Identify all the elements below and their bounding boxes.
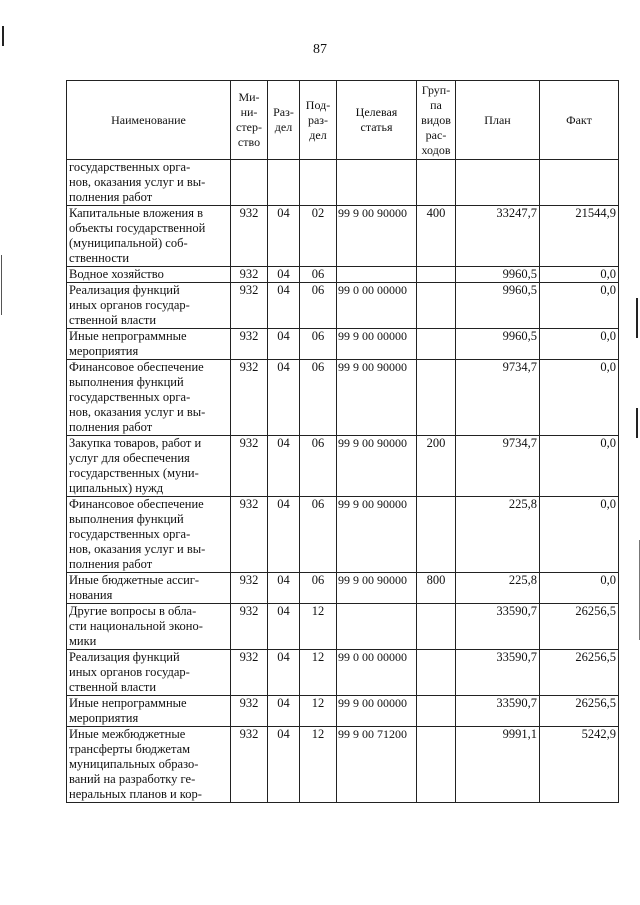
cell-subsection: 06 bbox=[300, 573, 337, 604]
cell-subsection: 06 bbox=[300, 497, 337, 573]
cell-fact bbox=[540, 160, 619, 206]
cell-fact: 0,0 bbox=[540, 360, 619, 436]
cell-plan: 33590,7 bbox=[456, 604, 540, 650]
cell-name: Финансовое обеспечение выполнения функций государственных орга- нов, оказания услуг и вы- полнения работ bbox=[67, 360, 231, 436]
cell-target: 99 9 00 00000 bbox=[337, 696, 417, 727]
cell-name: Другие вопросы в обла- сти национальной эконо- мики bbox=[67, 604, 231, 650]
header-fact: Факт bbox=[540, 81, 619, 160]
cell-target: 99 0 00 00000 bbox=[337, 650, 417, 696]
cell-group bbox=[417, 360, 456, 436]
table-row bbox=[67, 436, 619, 497]
header-section: Раз- дел bbox=[268, 81, 300, 160]
cell-ministry: 932 bbox=[231, 696, 268, 727]
cell-plan: 33590,7 bbox=[456, 650, 540, 696]
cell-ministry: 932 bbox=[231, 650, 268, 696]
cell-target bbox=[337, 604, 417, 650]
cell-fact: 26256,5 bbox=[540, 696, 619, 727]
cell-plan: 9960,5 bbox=[456, 283, 540, 329]
header-group: Груп- па видов рас- ходов bbox=[417, 81, 456, 160]
header-name: Наименование bbox=[67, 81, 231, 160]
cell-plan: 33590,7 bbox=[456, 696, 540, 727]
cell-name: Реализация функций иных органов государ- ственной власти bbox=[67, 650, 231, 696]
cell-name: государственных орга- нов, оказания услуг и вы- полнения работ bbox=[67, 160, 231, 206]
cell-target: 99 9 00 90000 bbox=[337, 436, 417, 497]
table-row bbox=[67, 604, 619, 650]
cell-target: 99 9 00 90000 bbox=[337, 497, 417, 573]
cell-ministry: 932 bbox=[231, 497, 268, 573]
cell-name: Иные межбюджетные трансферты бюджетам муниципальных образо- ваний на разработку ге- неральных планов и кор- bbox=[67, 727, 231, 803]
cell-subsection: 12 bbox=[300, 727, 337, 803]
cell-subsection: 06 bbox=[300, 283, 337, 329]
cell-group bbox=[417, 160, 456, 206]
table-row bbox=[67, 360, 619, 436]
cell-plan: 9734,7 bbox=[456, 436, 540, 497]
cell-ministry: 932 bbox=[231, 283, 268, 329]
cell-name: Иные непрограммные мероприятия bbox=[67, 329, 231, 360]
header-target: Целевая статья bbox=[337, 81, 417, 160]
table-row bbox=[67, 267, 619, 283]
cell-target bbox=[337, 267, 417, 283]
cell-fact: 0,0 bbox=[540, 497, 619, 573]
cell-fact: 0,0 bbox=[540, 573, 619, 604]
cell-fact: 26256,5 bbox=[540, 650, 619, 696]
cell-fact: 5242,9 bbox=[540, 727, 619, 803]
header-subsection: Под- раз- дел bbox=[300, 81, 337, 160]
budget-table bbox=[66, 80, 619, 803]
cell-fact: 0,0 bbox=[540, 436, 619, 497]
cell-name: Водное хозяйство bbox=[67, 267, 231, 283]
table-row bbox=[67, 573, 619, 604]
cell-target bbox=[337, 160, 417, 206]
table-row bbox=[67, 206, 619, 267]
cell-subsection: 12 bbox=[300, 604, 337, 650]
cell-ministry: 932 bbox=[231, 206, 268, 267]
cell-name: Иные бюджетные ассиг- нования bbox=[67, 573, 231, 604]
cell-subsection: 12 bbox=[300, 696, 337, 727]
table-body bbox=[67, 160, 619, 803]
cell-group bbox=[417, 727, 456, 803]
cell-plan: 225,8 bbox=[456, 573, 540, 604]
cell-name: Закупка товаров, работ и услуг для обеспечения государственных (муни- ципальных) нужд bbox=[67, 436, 231, 497]
table-row bbox=[67, 650, 619, 696]
cell-ministry: 932 bbox=[231, 436, 268, 497]
cell-section: 04 bbox=[268, 329, 300, 360]
cell-name: Финансовое обеспечение выполнения функций государственных орга- нов, оказания услуг и вы- полнения работ bbox=[67, 497, 231, 573]
cell-ministry: 932 bbox=[231, 360, 268, 436]
cell-group bbox=[417, 604, 456, 650]
cell-group: 400 bbox=[417, 206, 456, 267]
cell-name: Капитальные вложения в объекты государственной (муниципальной) соб- ственности bbox=[67, 206, 231, 267]
cell-subsection: 12 bbox=[300, 650, 337, 696]
cell-section bbox=[268, 160, 300, 206]
cell-ministry: 932 bbox=[231, 604, 268, 650]
cell-plan: 9734,7 bbox=[456, 360, 540, 436]
cell-fact: 0,0 bbox=[540, 329, 619, 360]
cell-fact: 21544,9 bbox=[540, 206, 619, 267]
scan-mark bbox=[2, 26, 4, 46]
cell-plan: 225,8 bbox=[456, 497, 540, 573]
cell-name: Иные непрограммные мероприятия bbox=[67, 696, 231, 727]
cell-section: 04 bbox=[268, 436, 300, 497]
cell-fact: 0,0 bbox=[540, 267, 619, 283]
cell-section: 04 bbox=[268, 727, 300, 803]
cell-section: 04 bbox=[268, 267, 300, 283]
cell-subsection: 06 bbox=[300, 329, 337, 360]
cell-fact: 0,0 bbox=[540, 283, 619, 329]
cell-group bbox=[417, 696, 456, 727]
cell-target: 99 9 00 90000 bbox=[337, 206, 417, 267]
header-row bbox=[67, 81, 619, 160]
cell-plan: 9960,5 bbox=[456, 267, 540, 283]
cell-section: 04 bbox=[268, 206, 300, 267]
cell-subsection: 06 bbox=[300, 267, 337, 283]
cell-plan: 9960,5 bbox=[456, 329, 540, 360]
cell-subsection bbox=[300, 160, 337, 206]
cell-section: 04 bbox=[268, 497, 300, 573]
scan-mark bbox=[636, 408, 638, 438]
cell-section: 04 bbox=[268, 283, 300, 329]
cell-section: 04 bbox=[268, 604, 300, 650]
scan-mark bbox=[636, 298, 638, 338]
cell-plan bbox=[456, 160, 540, 206]
cell-subsection: 06 bbox=[300, 436, 337, 497]
cell-section: 04 bbox=[268, 360, 300, 436]
cell-fact: 26256,5 bbox=[540, 604, 619, 650]
cell-target: 99 9 00 00000 bbox=[337, 329, 417, 360]
cell-section: 04 bbox=[268, 573, 300, 604]
cell-section: 04 bbox=[268, 696, 300, 727]
cell-target: 99 9 00 90000 bbox=[337, 360, 417, 436]
cell-group bbox=[417, 650, 456, 696]
cell-ministry: 932 bbox=[231, 329, 268, 360]
cell-group: 800 bbox=[417, 573, 456, 604]
cell-section: 04 bbox=[268, 650, 300, 696]
cell-group bbox=[417, 283, 456, 329]
table-row bbox=[67, 727, 619, 803]
table-row bbox=[67, 497, 619, 573]
cell-target: 99 9 00 90000 bbox=[337, 573, 417, 604]
cell-ministry bbox=[231, 160, 268, 206]
scan-mark bbox=[1, 255, 2, 315]
cell-subsection: 06 bbox=[300, 360, 337, 436]
page-number: 87 bbox=[313, 42, 327, 57]
cell-group: 200 bbox=[417, 436, 456, 497]
cell-subsection: 02 bbox=[300, 206, 337, 267]
cell-group bbox=[417, 329, 456, 360]
cell-plan: 9991,1 bbox=[456, 727, 540, 803]
cell-target: 99 0 00 00000 bbox=[337, 283, 417, 329]
header-ministry: Ми- ни- стер- ство bbox=[231, 81, 268, 160]
table-row bbox=[67, 160, 619, 206]
table-row bbox=[67, 283, 619, 329]
cell-group bbox=[417, 267, 456, 283]
cell-name: Реализация функций иных органов государ- ственной власти bbox=[67, 283, 231, 329]
table-row bbox=[67, 696, 619, 727]
cell-target: 99 9 00 71200 bbox=[337, 727, 417, 803]
cell-ministry: 932 bbox=[231, 573, 268, 604]
cell-group bbox=[417, 497, 456, 573]
cell-ministry: 932 bbox=[231, 727, 268, 803]
cell-ministry: 932 bbox=[231, 267, 268, 283]
header-plan: План bbox=[456, 81, 540, 160]
cell-plan: 33247,7 bbox=[456, 206, 540, 267]
table-row bbox=[67, 329, 619, 360]
